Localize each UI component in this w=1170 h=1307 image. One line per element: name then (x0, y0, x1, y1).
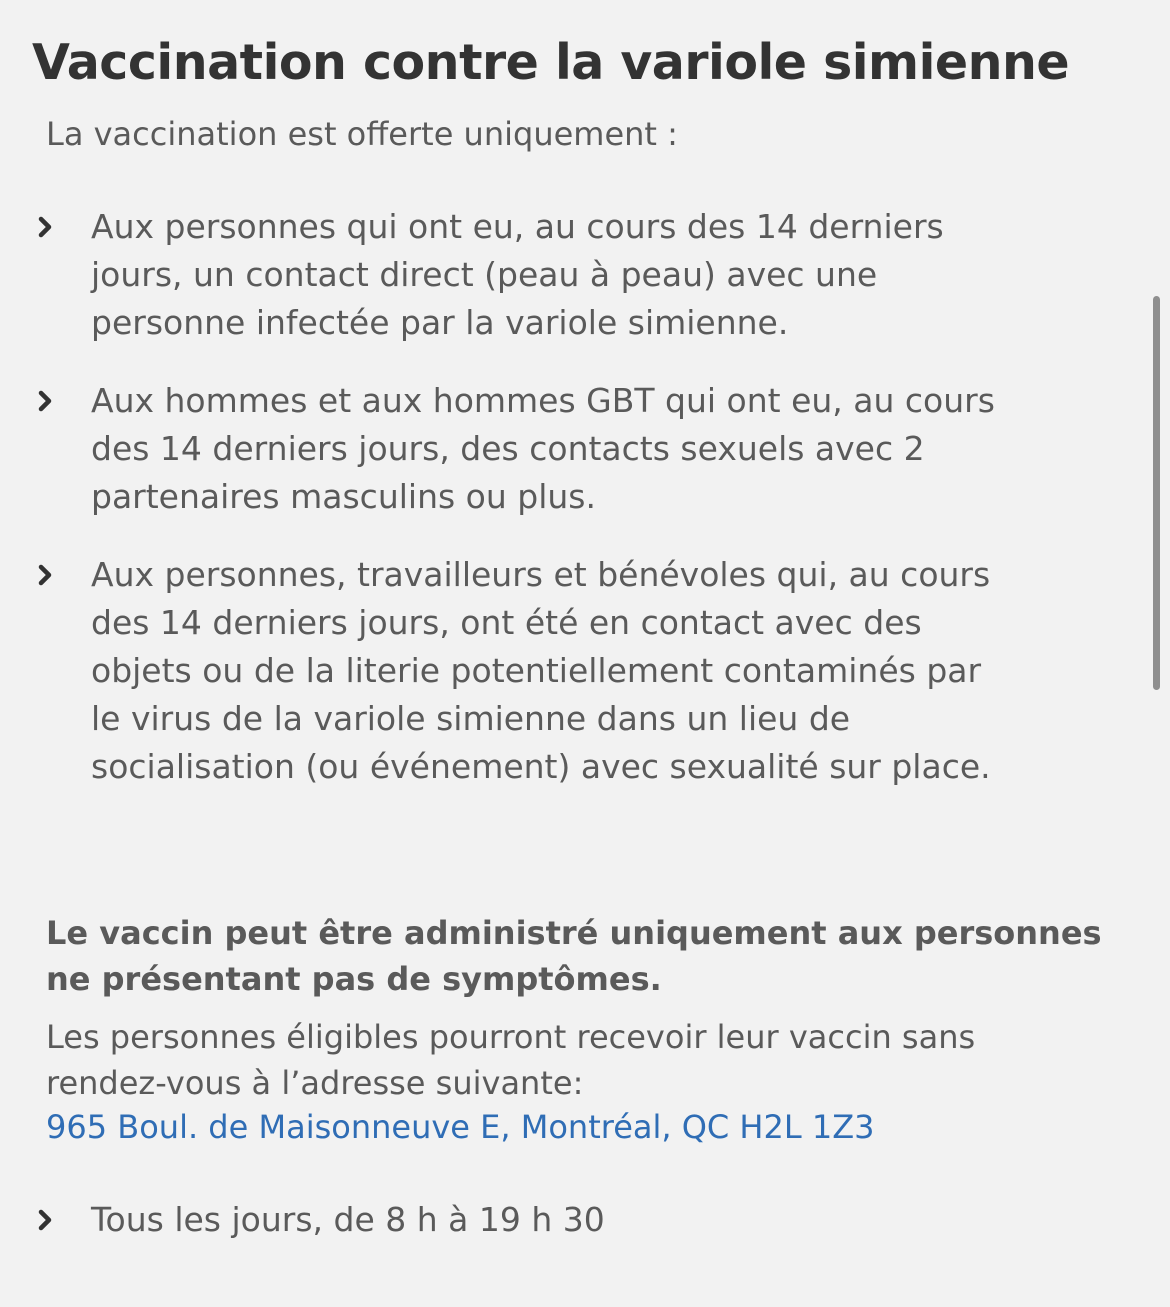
page-title: Vaccination contre la variole simienne (32, 34, 1070, 91)
list-item-line: des 14 derniers jours, des contacts sexuels avec 2 (91, 429, 925, 468)
list-item-line: Aux personnes, travailleurs et bénévoles qui, au cours (91, 555, 991, 594)
chevron-right-icon (36, 563, 56, 587)
list-item-line: partenaires masculins ou plus. (91, 477, 596, 516)
list-item-text (91, 1196, 1131, 1244)
list-item-line: socialisation (ou événement) avec sexualité sur place. (91, 747, 991, 786)
no-symptoms-notice (46, 910, 1102, 1002)
chevron-right-icon (36, 389, 56, 413)
list-item-text (91, 203, 1131, 347)
chevron-right-icon (36, 1208, 56, 1232)
list-item-text (91, 551, 1131, 791)
walk-in-line: rendez-vous à l’adresse suivante: (46, 1064, 584, 1102)
list-item-line: des 14 derniers jours, ont été en contact avec des (91, 603, 922, 642)
hours-line: Tous les jours, de 8 h à 19 h 30 (91, 1200, 605, 1239)
address-link[interactable]: 965 Boul. de Maisonneuve E, Montréal, QC H2L 1Z3 (46, 1108, 875, 1146)
walk-in-line: Les personnes éligibles pourront recevoir leur vaccin sans (46, 1018, 976, 1056)
list-item-line: jours, un contact direct (peau à peau) avec une (91, 255, 878, 294)
list-item-line: personne infectée par la variole simienne. (91, 303, 789, 342)
intro-text: La vaccination est offerte uniquement : (46, 115, 678, 153)
list-item-text (91, 377, 1131, 521)
list-item-line: objets ou de la literie potentiellement contaminés par (91, 651, 982, 690)
walk-in-info (46, 1014, 975, 1106)
list-item-line: le virus de la variole simienne dans un lieu de (91, 699, 851, 738)
notice-line: ne présentant pas de symptômes. (46, 960, 662, 998)
chevron-right-icon (36, 215, 56, 239)
notice-line: Le vaccin peut être administré uniquement aux personnes (46, 914, 1102, 952)
list-item-line: Aux hommes et aux hommes GBT qui ont eu, au cours (91, 381, 995, 420)
scrollbar[interactable] (1153, 296, 1160, 690)
list-item-line: Aux personnes qui ont eu, au cours des 14 derniers (91, 207, 944, 246)
